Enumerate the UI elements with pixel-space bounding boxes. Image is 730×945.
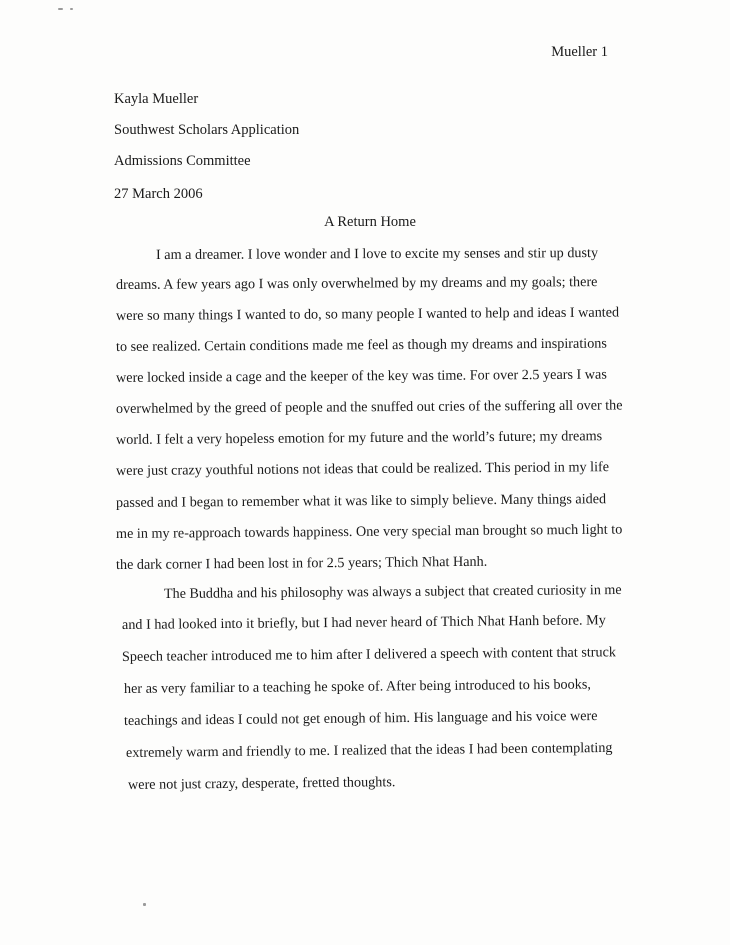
paragraph-line: Speech teacher introduced me to him after I delivered a speech with content that struck	[121, 644, 617, 665]
scan-artifact	[143, 903, 146, 906]
paragraph-line: overwhelmed by the greed of people and the snuffed out cries of the suffering all over the	[115, 397, 623, 417]
paragraph-line: were just crazy youthful notions not ideas that could be realized. This period in my life	[115, 459, 610, 479]
scan-artifact	[70, 8, 73, 10]
author-name: Kayla Mueller	[114, 91, 199, 107]
paragraph-line: her as very familiar to a teaching he spoke of. After being introduced to his books,	[123, 676, 591, 697]
scan-artifact	[58, 8, 63, 10]
paragraph-line: extremely warm and friendly to me. I realized that the ideas I had been contemplating	[125, 739, 613, 761]
paragraph-line: to see realized. Certain conditions made me feel as though my dreams and inspirations	[115, 335, 607, 355]
program-name: Southwest Scholars Application	[114, 122, 300, 138]
paragraph-line: were so many things I wanted to do, so many people I wanted to help and ideas I wanted	[115, 304, 620, 324]
paragraph-line: and I had looked into it briefly, but I had never heard of Thich Nhat Hanh before. My	[121, 612, 606, 633]
paragraph-line: teachings and ideas I could not get enough of him. His language and his voice were	[123, 708, 598, 729]
paragraph-line: The Buddha and his philosophy was always a subject that created curiosity in me	[163, 582, 622, 602]
recipient-name: Admissions Committee	[114, 153, 251, 169]
paragraph-line: world. I felt a very hopeless emotion for my future and the world’s future; my dreams	[115, 428, 603, 448]
page-header-number: Mueller 1	[551, 44, 608, 60]
paragraph-line: passed and I began to remember what it was like to simply believe. Many things aided	[115, 491, 607, 511]
paragraph-line: me in my re-approach towards happiness. One very special man brought so much light to	[115, 521, 623, 542]
paragraph-line: were locked inside a cage and the keeper of the key was time. For over 2.5 years I was	[115, 366, 607, 386]
paragraph-line: I am a dreamer. I love wonder and I love to excite my senses and stir up dusty	[155, 245, 599, 263]
paragraph-line: were not just crazy, desperate, fretted thoughts.	[127, 774, 396, 793]
document-date: 27 March 2006	[114, 186, 203, 202]
essay-title: A Return Home	[324, 214, 416, 230]
paragraph-line: the dark corner I had been lost in for 2.5 years; Thich Nhat Hanh.	[115, 553, 488, 573]
paragraph-line: dreams. A few years ago I was only overwhelmed by my dreams and my goals; there	[115, 274, 598, 293]
